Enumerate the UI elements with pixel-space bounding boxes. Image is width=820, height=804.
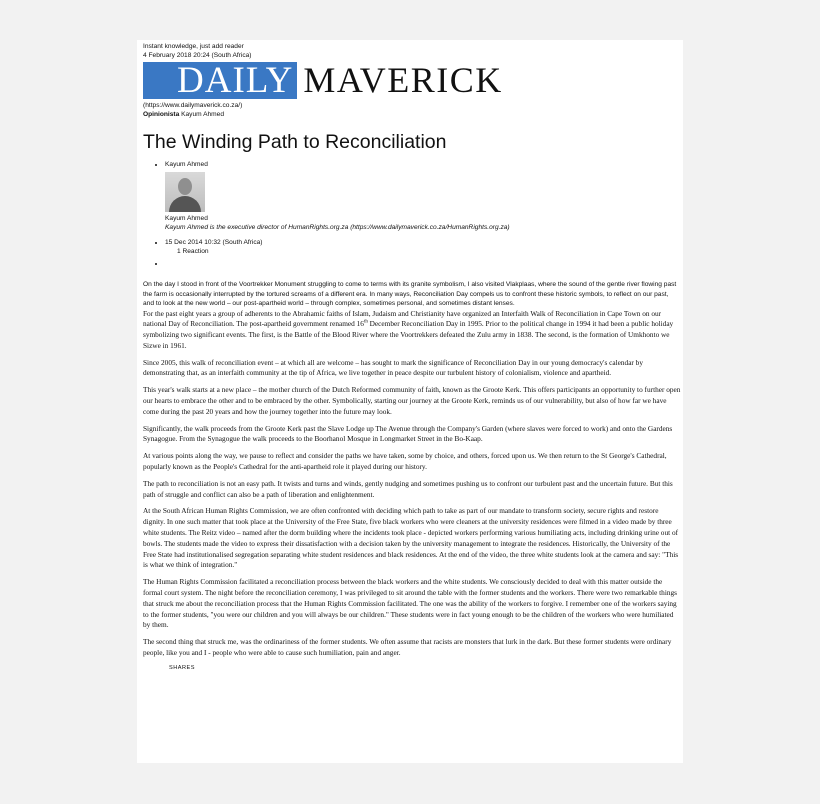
author-bio: Kayum Ahmed is the executive director of HumanRights.org.za (https://www.dailymaverick.co.za/HumanRights.org.za) (165, 224, 510, 231)
paragraph-2: Since 2005, this walk of reconciliation event – at which all are welcome – has sought to mark the significance of Reconciliation Day in our young democracy's calendar by demonstrating that, as an interfaith community at the tip of Africa, we live together in peace despite our turbulent history of colonialism, violence and apartheid. (143, 357, 643, 378)
empty-list-item (165, 259, 681, 268)
article-body (143, 280, 681, 671)
article-title: The Winding Path to Reconciliation (143, 131, 447, 153)
paragraph-1: For the past eight years a group of adherents to the Abrahamic faiths of Islam, Judaism and Christianity have organized an Interfaith Walk of Reconciliation in Cape Town on our national Day of Reconciliation. The post-apartheid government renamed 16th December Reconciliation Day in 1995. Prior to the political change in 1994 it had been a public holiday symbolizing two significant events. The first, is the Battle of the Blood River where the Voortrekkers defeated the Zulu army in 1838. The second, is the formation of Umkhonto we Sizwe in 1961. (143, 308, 674, 350)
site-logo[interactable] (143, 62, 681, 99)
paragraph-4: Significantly, the walk proceeds from the Groote Kerk past the Slave Lodge up The Avenue through the Company's Garden (where slaves were forced to work) and onto the Gardens Synagogue. From the Synagogue the walk proceeds to the Boorhanol Mosque in Longmarket Street in the Bo-Kaap. (143, 423, 673, 444)
paragraph-7: At the South African Human Rights Commission, we are often confronted with deciding which path to take as part of our mandate to transform society, secure rights and restore dignity. In one such matter that took place at the University of the Free State, five black workers who were cleaners at the university residences were filmed in a video made by three white students. The Reitz video – named after the dorm building where the incidents took place - depicted workers performing various humiliating acts, including drinking urine out of bowls. The students made the video to express their dissatisfaction with a decision taken by the university management to integrate the residences. Historically, the University of the Free State had institutionalised segregation separating white student residences and black residences. At the end of the video, the three white students look at the camera and say: "This is what we think of integration." (143, 506, 679, 570)
section-label: Opinionista (143, 111, 180, 118)
date-item (165, 238, 681, 256)
paragraph-3: This year's walk starts at a new place – the mother church of the Dutch Reformed community of faith, known as the Groote Kerk. This offers participants an opportunity to further open our hearts to embrace the other and to be embraced by the other. Symbolically, starting our journey at the Groote Kerk, reminds us of our vulnerability, but also of how far we have come during the past 20 years and how the journey together into the future may look. (143, 385, 681, 416)
site-url-link[interactable]: (https://www.dailymaverick.co.za/) (143, 102, 243, 109)
section-author[interactable]: Kayum Ahmed (181, 111, 224, 118)
author-caption: Kayum Ahmed (165, 215, 208, 222)
paragraph-9: The second thing that struck me, was the ordinariness of the former students. We often assume that racists are monsters that lurk in the dark. But these former students were ordinary people, like you and I - people who were able to cause such humiliation, pain and anger. (143, 637, 672, 658)
paragraph-8: The Human Rights Commission facilitated a reconciliation process between the black workers and the white students. We consciously decided to deal with this matter outside the formal court system. The night before the reconciliation ceremony, I was privileged to sit around the table with the former students and the workers. There were two remarkable things that struck me about the reconciliation process that the Human Rights Commission facilitated. The one was the ability of the workers to forgive. I remember one of the workers saying to the former students, "you were our children and you will always be our children." These students were in fact young enough to be the children of the workers who were humiliated by them. (143, 577, 677, 630)
author-item (165, 160, 681, 232)
site-tagline: Instant knowledge, just add reader (143, 43, 244, 50)
paragraph-6: The path to reconciliation is not an easy path. It twists and turns and winds, gently nudging and sometimes pushing us to confront our turbulent past and the uncertain future. But this path of struggle and conflict can also be a path of liberation and enlightenment. (143, 478, 673, 499)
lead-paragraph: On the day I stood in front of the Voortrekker Monument struggling to come to terms with its granite symbolism, I also visited Vlakplaas, where the sound of the gentle river flowing past the farm is occasionally interrupted by the tortured screams of a different era. In many ways, Reconciliation Day compels us to confront these historic symbols, to reflect on our past, and to look at the new world – our post-apartheid world – through complex, sometimes personal, and sometimes distant lenses. (143, 281, 677, 307)
article-date: 15 Dec 2014 10:32 (South Africa) (165, 239, 263, 246)
section-byline (143, 110, 681, 119)
print-dateline: 4 February 2018 20:24 (South Africa) (143, 52, 252, 59)
shares-label: SHARES (169, 664, 196, 671)
article-page (137, 40, 683, 763)
author-name[interactable]: Kayum Ahmed (165, 161, 208, 168)
reactions-link[interactable]: 1 Reaction (177, 248, 209, 255)
logo-daily: DAILY (143, 62, 297, 99)
article-content (143, 42, 681, 671)
author-avatar[interactable] (165, 172, 205, 212)
paragraph-5: At various points along the way, we pause to reflect and consider the paths we have taken, some by choice, and others, forced upon us. We then return to the St George's Cathedral, popularly known as the People's Cathedral for the anti-apartheid role it played during our history. (143, 451, 667, 472)
article-meta-list (143, 160, 681, 268)
logo-maverick: MAVERICK (303, 60, 503, 100)
